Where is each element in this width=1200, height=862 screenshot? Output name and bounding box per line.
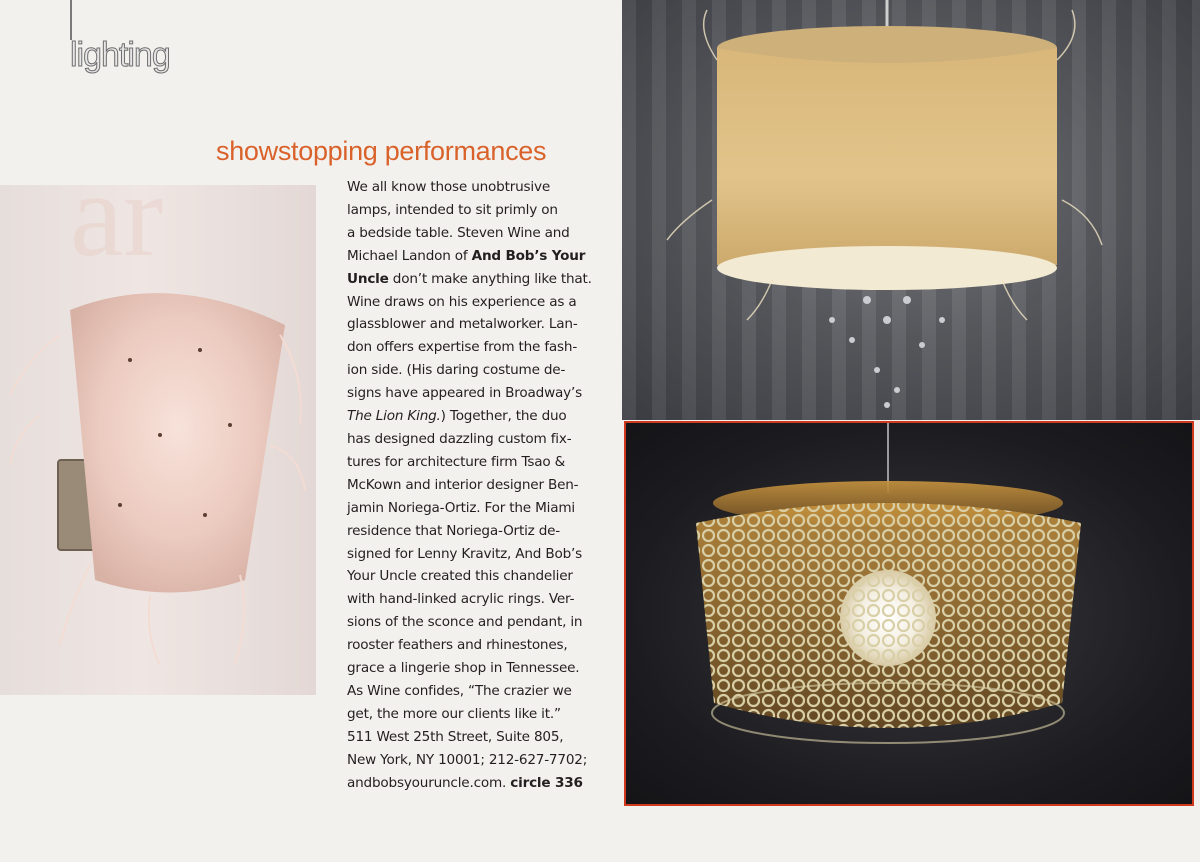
body-line: don offers expertise from the fash-: [347, 339, 578, 356]
body-line: with hand-linked acrylic rings. Ver-: [347, 591, 575, 608]
ring-chandelier-illustration: [626, 423, 1192, 804]
article-body: [347, 176, 617, 794]
company-name: Uncle: [347, 270, 389, 287]
company-name: And Bob’s Your: [471, 247, 586, 264]
body-line: grace a lingerie shop in Tennessee.: [347, 660, 580, 677]
body-line: has designed dazzling custom fix-: [347, 430, 572, 447]
feather-pendant-photo: [622, 0, 1200, 420]
reader-service-number: circle 336: [510, 774, 583, 791]
body-line: tures for architecture firm Tsao &: [347, 453, 565, 470]
website-link[interactable]: andbobsyouruncle.com.: [347, 774, 511, 791]
body-line: glassblower and metalworker. Lan-: [347, 316, 578, 333]
address-line: New York, NY 10001; 212-627-7702;: [347, 751, 588, 768]
body-line: The Lion King.) Together, the duo: [347, 408, 567, 425]
body-line: signs have appeared in Broadway’s: [347, 385, 582, 402]
body-line: signed for Lenny Kravitz, And Bob’s: [347, 545, 583, 562]
body-line: a bedside table. Steven Wine and: [347, 224, 570, 241]
feather-pendant-illustration: [622, 0, 1200, 420]
section-label: lighting: [70, 36, 170, 74]
body-line: As Wine confides, “The crazier we: [347, 682, 572, 699]
body-line: ion side. (His daring costume de-: [347, 362, 566, 379]
sconce-illustration: [0, 185, 316, 695]
body-line: residence that Noriega-Ortiz de-: [347, 522, 561, 539]
ring-chandelier-photo: [624, 421, 1194, 806]
body-line: Your Uncle created this chandelier: [347, 568, 573, 585]
sconce-photo: [0, 185, 316, 695]
body-line: rooster feathers and rhinestones,: [347, 637, 568, 654]
svg-text:ar: ar: [70, 185, 164, 281]
body-line: We all know those unobtrusive: [347, 179, 550, 195]
section-rule: [70, 0, 72, 40]
address-line: 511 West 25th Street, Suite 805,: [347, 728, 564, 745]
website-line: [347, 772, 617, 795]
body-line: Uncle don’t make anything like that.: [347, 270, 592, 287]
article-headline: showstopping performances: [216, 136, 547, 166]
body-line: jamin Noriega-Ortiz. For the Miami: [347, 499, 575, 516]
body-line: McKown and interior designer Ben-: [347, 476, 579, 493]
body-line: lamps, intended to sit primly on: [347, 201, 558, 218]
body-line: sions of the sconce and pendant, in: [347, 614, 583, 631]
body-line: Michael Landon of And Bob’s Your: [347, 247, 586, 264]
show-title: The Lion King.: [347, 408, 441, 425]
body-line: get, the more our clients like it.”: [347, 705, 561, 722]
body-line: Wine draws on his experience as a: [347, 293, 577, 310]
